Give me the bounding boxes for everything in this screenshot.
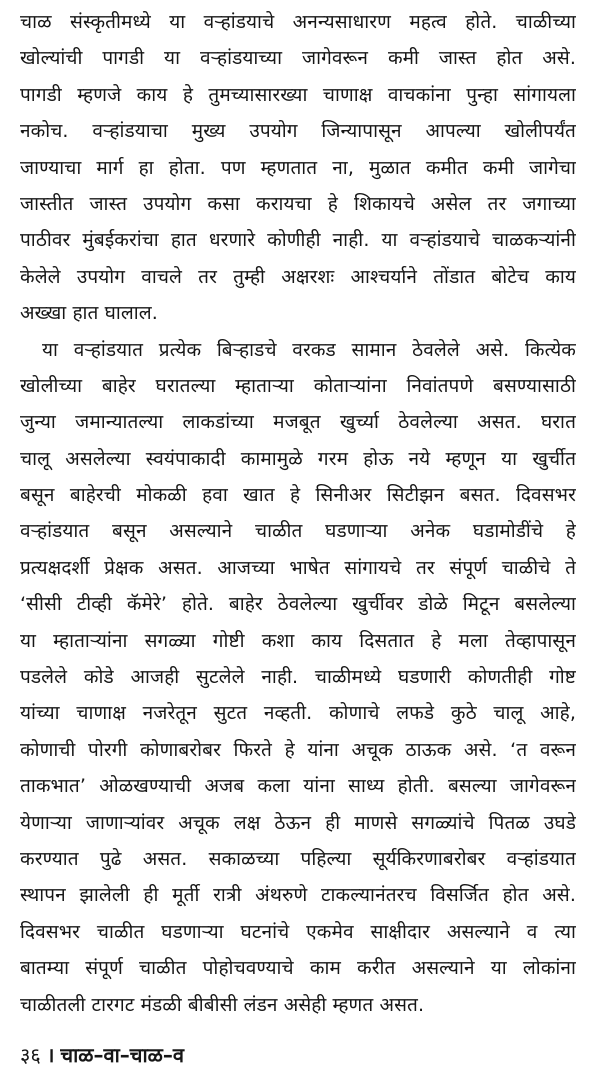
text-line: केलेले उपयोग वाचले तर तुम्ही अक्षरशः आश्चर्याने तोंडात बोटेच काय: [20, 265, 576, 288]
text-line: येणाऱ्या जाणाऱ्यांवर अचूक लक्ष ठेऊन ही माणसे सगळ्यांचे पितळ उघडे: [20, 811, 576, 834]
text-line: या म्हाताऱ्यांना सगळ्या गोष्टी कशा काय दिसतात हे मला तेव्हापासून: [20, 629, 576, 652]
text-line: चाळ संस्कृतीमध्ये या वऱ्हांडयाचे अनन्यसाधारण महत्व होते. चाळीच्या: [20, 11, 576, 33]
text-line: खोलीच्या बाहेर घरातल्या म्हाताऱ्या कोताऱ्यांना निवांतपणे बसण्यासाठी: [20, 374, 576, 397]
text-line: करण्यात पुढे असत. सकाळच्या पहिल्या सूर्यकिरणाबरोबर वऱ्हांडयात: [20, 847, 576, 870]
text-line: वऱ्हांडयात बसून असल्याने चाळीत घडणाऱ्या अनेक घडामोडींचे हे: [20, 520, 576, 543]
body-text: [20, 4, 576, 1023]
text-line: ‘सीसी टीव्ही कॅमेरे’ होते. बाहेर ठेवलेल्या खुर्चीवर डोळे मिटून बसलेल्या: [20, 593, 576, 616]
text-line: चालू असलेल्या स्वयंपाकादी कामामुळे गरम होऊ नये म्हणून या खुर्चीत: [20, 447, 576, 470]
text-line: चाळीतली टारगट मंडळी बीबीसी लंडन असेही म्हणत असत.: [20, 993, 425, 1016]
text-line: पडलेले कोडे आजही सुटलेले नाही. चाळीमध्ये घडणारी कोणतीही गोष्ट: [20, 666, 576, 689]
text-line: जास्तीत जास्त उपयोग कसा करायचा हे शिकायचे असेल तर जगाच्या: [20, 192, 576, 215]
page-number: ३६: [20, 1043, 41, 1067]
text-line: या वऱ्हांडयात प्रत्येक बिऱ्हाडचे वरकड सामान ठेवलेले असे. कित्येक: [42, 338, 576, 361]
book-title: चाळ–वा–चाळ–व: [60, 1043, 184, 1067]
page-footer: [20, 1042, 184, 1068]
text-line: पागडी म्हणजे काय हे तुमच्यासारख्या चाणाक्ष वाचकांना पुन्हा सांगायला: [20, 83, 576, 106]
text-line: दिवसभर चाळीत घडणाऱ्या घटनांचे एकमेव साक्षीदार असल्याने व त्या: [20, 920, 576, 943]
footer-separator: ।: [46, 1043, 55, 1067]
text-line: प्रत्यक्षदर्शी प्रेक्षक असत. आजच्या भाषेत सांगायचे तर संपूर्ण चाळीचे ते: [20, 556, 576, 579]
text-line: बसून बाहेरची मोकळी हवा खात हे सिनीअर सिटीझन बसत. दिवसभर: [20, 484, 576, 507]
text-line: ताकभात’ ओळखण्याची अजब कला यांना साध्य होती. बसल्या जागेवरून: [20, 775, 576, 798]
text-line: बातम्या संपूर्ण चाळीत पोहोचवण्याचे काम करीत असल्याने या लोकांना: [20, 957, 576, 980]
text-line: नकोच. वऱ्हांडयाचा मुख्य उपयोग जिन्यापासून आपल्या खोलीपर्यंत: [20, 120, 576, 143]
text-line: पाठीवर मुंबईकरांचा हात धरणारे कोणीही नाही. या वऱ्हांडयाचे चाळकऱ्यांनी: [20, 229, 576, 252]
text-line: यांच्या चाणाक्ष नजरेतून सुटत नव्हती. कोणाचे लफडे कुठे चालू आहे,: [20, 702, 576, 725]
text-line: जाण्याचा मार्ग हा होता. पण म्हणतात ना, मुळात कमीत कमी जागेचा: [20, 156, 576, 179]
text-line: कोणाची पोरगी कोणाबरोबर फिरते हे यांना अचूक ठाऊक असे. ‘त वरून: [20, 738, 576, 761]
text-line: खोल्यांची पागडी या वऱ्हांडयाच्या जागेवरून कमी जास्त होत असे.: [20, 47, 576, 70]
text-line: जुन्या जमान्यातल्या लाकडांच्या मजबूत खुर्च्या ठेवलेल्या असत. घरात: [20, 411, 576, 434]
text-line: स्थापन झालेली ही मूर्ती रात्री अंथरुणे टाकल्यानंतरच विसर्जित होत असे.: [20, 884, 576, 907]
text-line: अख्खा हात घालाल.: [20, 302, 158, 325]
paragraph: [20, 332, 576, 1023]
paragraph: [20, 4, 576, 332]
